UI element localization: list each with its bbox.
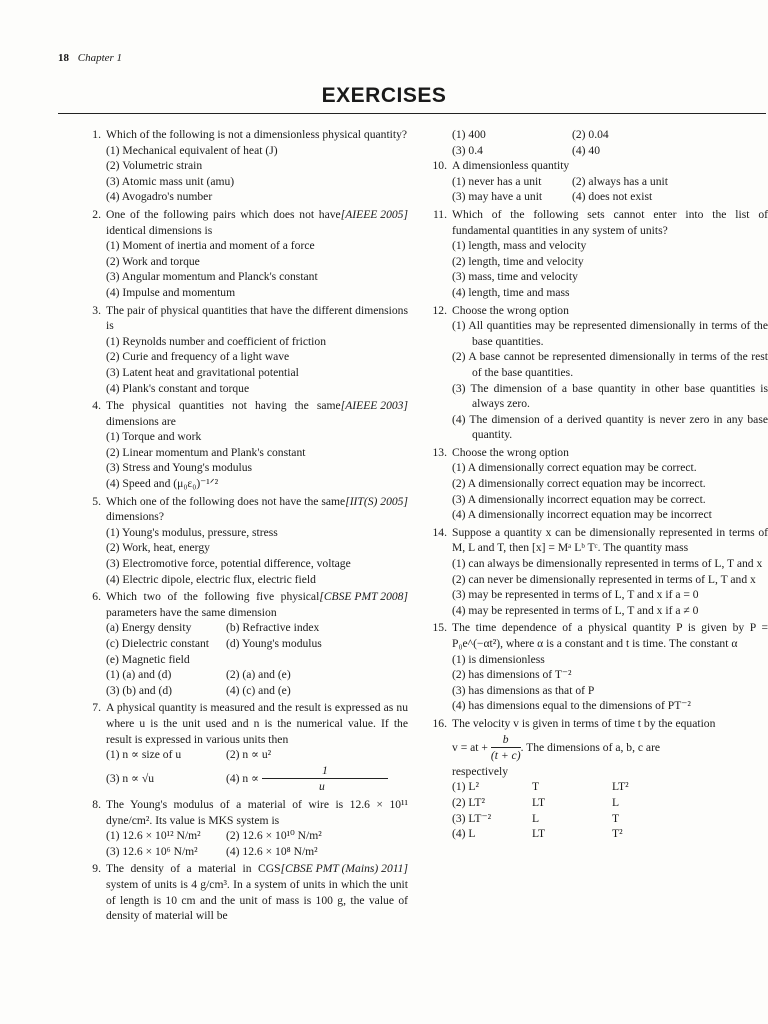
numerator: 1	[262, 763, 388, 780]
answer-option: (1) can always be dimensionally represented in terms of L, T and x	[452, 557, 763, 571]
answer-option: (3) Angular momentum and Planck's constant	[106, 270, 318, 284]
answer-option: (4) Speed and (μ₀ε₀)⁻¹ᐟ²	[106, 477, 219, 491]
question-stem: Choose the wrong option	[452, 445, 569, 459]
option-text: (3) 12.6 × 10⁶ N/m²	[106, 844, 198, 858]
answer-option: (2) A base cannot be represented dimensionally in terms of the rest of the base quantities.	[452, 350, 768, 379]
answer-option: (3) may be represented in terms of L, T and x if a = 0	[452, 588, 699, 602]
exam-source: [CBSE PMT (Mains) 2011]	[280, 862, 408, 876]
option-text: (2) always has a unit	[572, 174, 668, 188]
page-title: EXERCISES	[321, 84, 447, 107]
answer-option: (2) Work, heat, energy	[106, 541, 210, 555]
question-stem: The Young's modulus of a material of wire is 12.6 × 10¹¹ dyne/cm². Its value is MKS system is	[106, 797, 408, 827]
question-stem: Which of the following sets cannot enter into the list of fundamental quantities in any system of units?	[452, 207, 768, 237]
question-number: 16.	[432, 716, 447, 730]
option-text: (1) (a) and (d)	[106, 668, 172, 682]
answer-option: (4) length, time and mass	[452, 285, 570, 299]
answer-option: (2) A dimensionally correct equation may be incorrect.	[452, 477, 706, 491]
question-block	[82, 207, 408, 238]
question-block	[428, 158, 768, 174]
question-block	[428, 716, 768, 732]
option-text: (3) (b) and (d)	[106, 683, 172, 697]
answer-option: (2) can never be dimensionally represented in terms of L, T and x	[452, 572, 756, 586]
page-header	[58, 52, 122, 64]
answer-option: (1) is dimensionless	[452, 652, 545, 666]
answer-option: (4) Impulse and momentum	[106, 285, 236, 299]
answer-option: (4) may be represented in terms of L, T and x if a ≠ 0	[452, 603, 699, 617]
answer-option: (3) Electromotive force, potential difference, voltage	[106, 557, 351, 571]
option-text: (2) n ∝ u²	[226, 748, 272, 762]
question-number: 12.	[432, 303, 447, 317]
matrix-cell: LT²	[612, 780, 629, 794]
numerator: b	[491, 732, 521, 749]
option-text: (1) n ∝ size of u	[106, 748, 182, 762]
question-number: 9.	[92, 862, 101, 876]
answer-option: (1) A dimensionally correct equation may be correct.	[452, 461, 697, 475]
question-block	[82, 589, 408, 620]
question-stem-cont: respectively	[452, 764, 509, 778]
matrix-cell: (1) L²	[452, 780, 479, 794]
question-block	[82, 861, 408, 923]
spacer	[82, 924, 408, 926]
answer-option: (4) Avogadro's number	[106, 190, 213, 204]
option-text: (3) 0.4	[452, 143, 483, 157]
question-block	[82, 398, 408, 429]
page-number: 18	[58, 52, 69, 64]
question-block	[428, 620, 768, 651]
question-block	[428, 445, 768, 461]
answer-option: (1) length, mass and velocity	[452, 239, 587, 253]
equation-line: v = at + $\frac{b}{(t + c)}$ . The dimensions of a, b, c are	[452, 732, 661, 763]
question-stem: [CBSE PMT 2008] Which two of the following five physical parameters have the same dimension	[106, 590, 408, 619]
option-text: (2) 12.6 × 10¹⁰ N/m²	[226, 829, 322, 843]
answer-option: (4) A dimensionally incorrect equation may be incorrect	[452, 508, 712, 522]
answer-option: (4) Electric dipole, electric flux, electric field	[106, 572, 316, 586]
denominator: u	[318, 780, 325, 794]
answer-option: (3) Latent heat and gravitational potential	[106, 365, 299, 379]
answer-options-row	[82, 636, 408, 652]
answer-option: (3) mass, time and velocity	[452, 270, 578, 284]
option-text: (4) does not exist	[572, 190, 653, 204]
answer-matrix-row	[428, 779, 768, 795]
question-number: 15.	[432, 621, 447, 635]
option-text: (c) Dielectric constant	[106, 637, 210, 650]
answer-options-row	[82, 763, 408, 795]
answer-option: (3) Stress and Young's modulus	[106, 461, 253, 475]
question-block	[82, 797, 408, 828]
question-number: 2.	[92, 207, 101, 221]
option-text: (3) n ∝ √u	[106, 772, 155, 786]
option-text: (a) Energy density	[106, 621, 192, 635]
answer-options-row	[428, 143, 768, 159]
option-text: (4) 40	[572, 143, 601, 157]
fraction	[262, 763, 382, 795]
option-text: (4) n ∝ $\frac{1}{u}$	[226, 763, 346, 795]
question-stem: [IIT(S) 2005] Which one of the following does not have the same dimensions?	[106, 494, 408, 524]
question-stem: A physical quantity is measured and the result is expressed as nu where u is the unit used and n is the numerical value. If the result is expressed in various units then	[106, 701, 408, 746]
option-text: (1) 400	[452, 128, 486, 141]
exam-source: [IIT(S) 2005]	[345, 494, 408, 508]
answer-option: (2) has dimensions of T⁻²	[452, 668, 572, 682]
question-number: 10.	[432, 159, 447, 173]
question-number: 14.	[432, 525, 447, 539]
answer-options-row	[82, 620, 408, 636]
answer-option: (2) Volumetric strain	[106, 159, 203, 173]
question-number: 13.	[432, 445, 447, 459]
answer-options-row	[428, 174, 768, 190]
answer-option: (1) Moment of inertia and moment of a force	[106, 239, 315, 253]
option-text: (4) 12.6 × 10⁸ N/m²	[226, 844, 318, 858]
matrix-cell: (2) LT²	[452, 795, 485, 809]
question-block	[428, 525, 768, 556]
answer-option: (1) All quantities may be represented dimensionally in terms of the base quantities.	[452, 319, 768, 348]
title-divider	[58, 113, 766, 114]
option-text: (4) (c) and (e)	[226, 683, 291, 697]
question-stem: Which of the following is not a dimensionless physical quantity?	[106, 128, 408, 141]
answer-matrix-row	[428, 795, 768, 811]
answer-option: (4) has dimensions equal to the dimensions of PT⁻²	[452, 699, 691, 713]
question-stem: The time dependence of a physical quantity P is given by P = P₀e^(−αt²), where α is a constant and t is time. The constant α	[452, 621, 768, 650]
answer-option: (1) Young's modulus, pressure, stress	[106, 525, 278, 539]
question-stem: [CBSE PMT (Mains) 2011] The density of a material in CGS system of units is 4 g/cm³. In a system of units in which the unit of length is 10 cm and the unit of mass is 100 g, the value of density of material will be	[106, 862, 408, 923]
answer-options-row	[428, 127, 768, 143]
answer-option: (3) has dimensions as that of P	[452, 683, 595, 697]
fraction	[491, 732, 521, 764]
question-number: 1.	[92, 128, 101, 141]
answer-option: (1) Mechanical equivalent of heat (J)	[106, 143, 278, 157]
option-text: (e) Magnetic field	[106, 652, 190, 666]
question-block	[428, 303, 768, 319]
option-text: (3) may have a unit	[452, 190, 543, 204]
question-number: 6.	[92, 590, 101, 604]
answer-option: (2) Work and torque	[106, 254, 200, 268]
question-stem: [AIEEE 2003] The physical quantities not having the same dimensions are	[106, 399, 408, 428]
answer-options-row	[82, 667, 408, 683]
question-block	[428, 207, 768, 238]
answer-option: (1) Reynolds number and coefficient of friction	[106, 334, 326, 348]
option-text: (1) 12.6 × 10¹² N/m²	[106, 829, 201, 843]
question-block	[82, 700, 408, 747]
question-number: 3.	[92, 303, 101, 317]
answer-options-row	[428, 189, 768, 205]
exam-source: [AIEEE 2005]	[340, 207, 408, 221]
question-stem: The pair of physical quantities that have the different dimensions is	[106, 303, 408, 333]
option-text: (2) (a) and (e)	[226, 668, 291, 682]
option-text: (2) 0.04	[572, 128, 609, 141]
option-text: (d) Young's modulus	[226, 637, 322, 650]
matrix-cell: L	[532, 811, 540, 825]
answer-option: (4) The dimension of a derived quantity is never zero in any base quantity.	[452, 412, 768, 442]
question-number: 4.	[92, 399, 101, 413]
option-text	[226, 652, 346, 668]
question-number: 7.	[92, 701, 101, 715]
matrix-cell: LT	[532, 827, 546, 841]
matrix-cell: LT	[532, 795, 546, 809]
matrix-cell: (3) LT⁻²	[452, 811, 492, 825]
right-column	[428, 127, 768, 844]
answer-options-row	[82, 828, 408, 844]
answer-option: (2) Linear momentum and Plank's constant	[106, 445, 306, 459]
question-number: 5.	[92, 494, 101, 508]
question-block	[82, 127, 408, 143]
denominator: (t + c)	[490, 749, 521, 763]
matrix-cell: L	[612, 795, 620, 809]
matrix-cell: T²	[612, 827, 623, 841]
answer-option: (3) A dimensionally incorrect equation may be correct.	[452, 492, 706, 506]
answer-options-row	[82, 652, 408, 668]
answer-option: (4) Plank's constant and torque	[106, 381, 250, 395]
left-column	[82, 127, 408, 926]
exam-source: [CBSE PMT 2008]	[319, 590, 408, 604]
chapter-label: Chapter 1	[77, 52, 123, 64]
question-stem: The velocity v is given in terms of time t by the equation	[452, 716, 716, 730]
question-number: 8.	[92, 797, 101, 811]
answer-option: (3) Atomic mass unit (amu)	[106, 174, 235, 188]
question-block	[82, 303, 408, 334]
question-stem: Choose the wrong option	[452, 303, 569, 317]
answer-matrix-row	[428, 811, 768, 827]
exam-source: [AIEEE 2003]	[340, 399, 408, 413]
matrix-cell: T	[532, 780, 540, 794]
question-block	[82, 494, 408, 525]
answer-option: (2) Curie and frequency of a light wave	[106, 350, 290, 364]
option-text: (1) never has a unit	[452, 174, 542, 188]
answer-option: (1) Torque and work	[106, 430, 202, 444]
answer-option: (3) The dimension of a base quantity in other base quantities is always zero.	[452, 381, 768, 411]
question-stem: [AIEEE 2005] One of the following pairs which does not have identical dimensions is	[106, 207, 408, 237]
answer-option: (2) length, time and velocity	[452, 254, 584, 268]
answer-options-row	[82, 747, 408, 763]
answer-options-row	[82, 844, 408, 860]
matrix-cell: (4) L	[452, 827, 476, 841]
answer-matrix-row	[428, 826, 768, 842]
question-number: 11.	[432, 207, 447, 221]
spacer	[428, 842, 768, 844]
answer-options-row	[82, 683, 408, 699]
question-stem: Suppose a quantity x can be dimensionally represented in terms of M, L and T, then [x] = Mᵃ Lᵇ Tᶜ. The quantity mass	[452, 525, 768, 555]
option-text: (b) Refractive index	[226, 621, 320, 635]
matrix-cell: T	[612, 811, 620, 825]
question-stem: A dimensionless quantity	[452, 159, 570, 173]
